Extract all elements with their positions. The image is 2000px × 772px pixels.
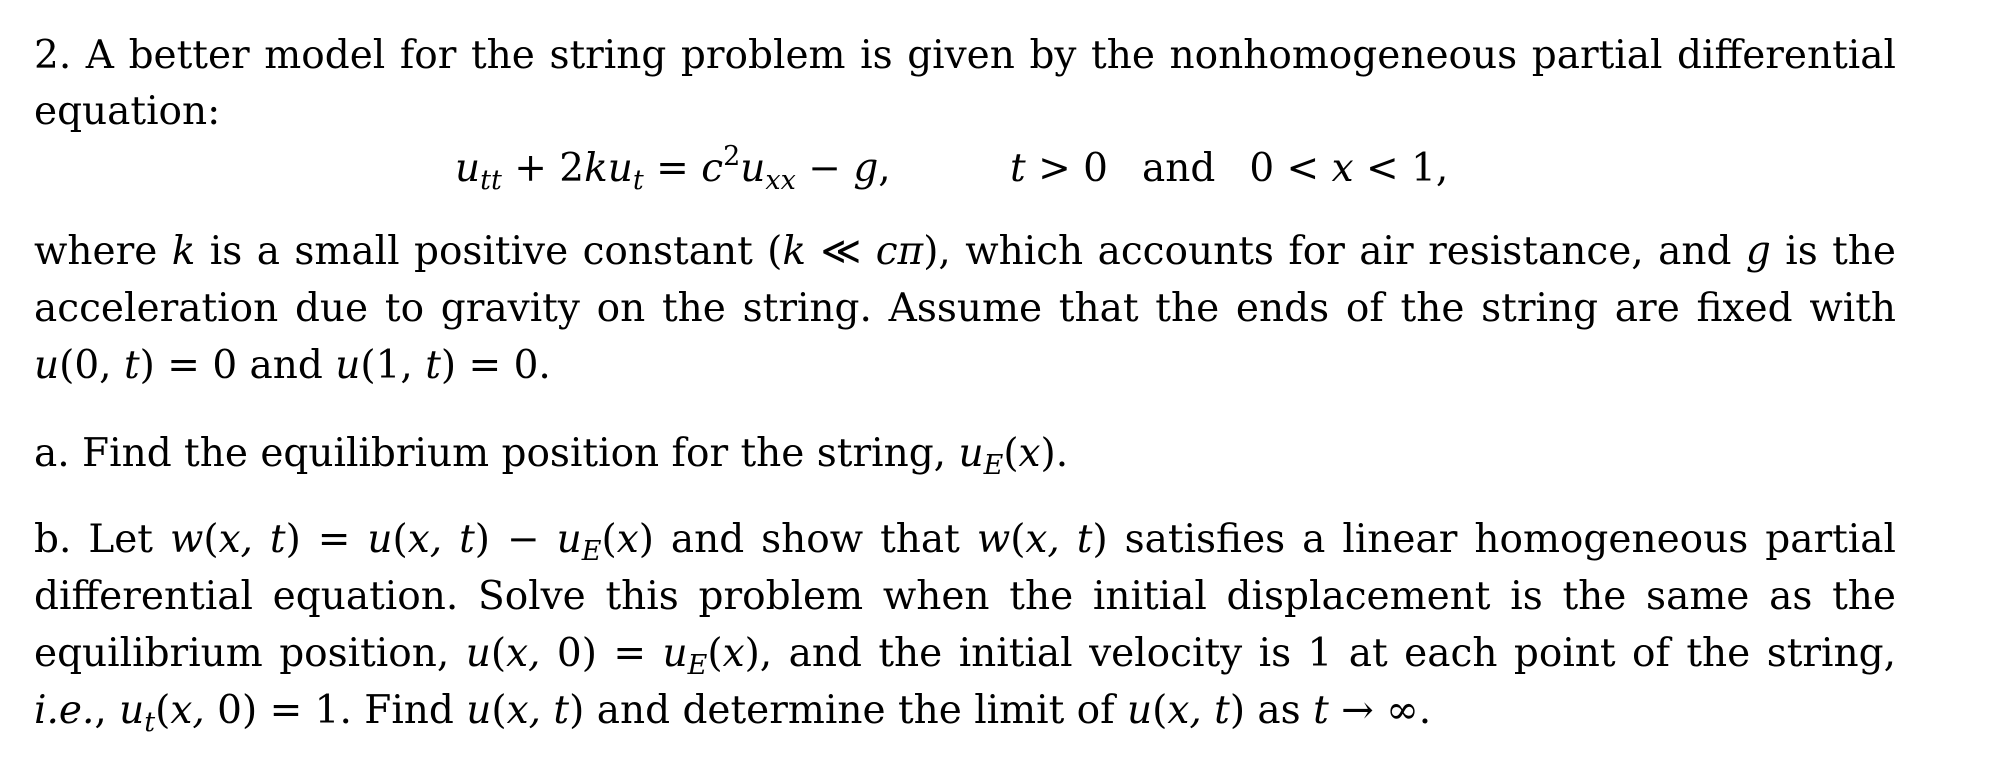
intro-line-2: equation: [34, 89, 221, 134]
para2-line-3: u(0, t) = 0 and u(1, t) = 0. [34, 343, 551, 388]
part-b-line-2: differential equation. Solve this problem when the initial displacement is the same as the [34, 574, 1896, 619]
para2-line-1: where k is a small positive constant (k ≪ cπ), which accounts for air resistance, and g is the [34, 229, 1897, 274]
part-b-line-4: i.e., $u_t(x$, 0) = 1. Find u(x, t) and determine the limit of u(x, t) as t → ∞. [34, 688, 1432, 738]
intro-line-1: 2. A better model for the string problem is given by the nonhomogeneous partial differential [34, 33, 1896, 78]
problem-number: 2. [34, 33, 72, 78]
part-a: a. Find the equilibrium position for the string, $u_E(x)$. [34, 431, 1069, 481]
equation-lhs: $u_{tt} + 2ku_t = c^2u_{xx} - g$, [455, 141, 891, 196]
part-b-line-3: equilibrium position, u(x, $0) = u_E(x)$, and the initial velocity is 1 at each point of the string, [34, 631, 1896, 681]
equation-conditions: t > 0 and 0 < x < 1, [1010, 146, 1449, 191]
part-b-line-1: b. Let w(x, t) = u(x, $t) - u_E(x)$ and show that w(x, t) satisfies a linear homogeneous partial [34, 517, 1896, 567]
para2-line-2: acceleration due to gravity on the string. Assume that the ends of the string are fixed with [34, 286, 1896, 331]
